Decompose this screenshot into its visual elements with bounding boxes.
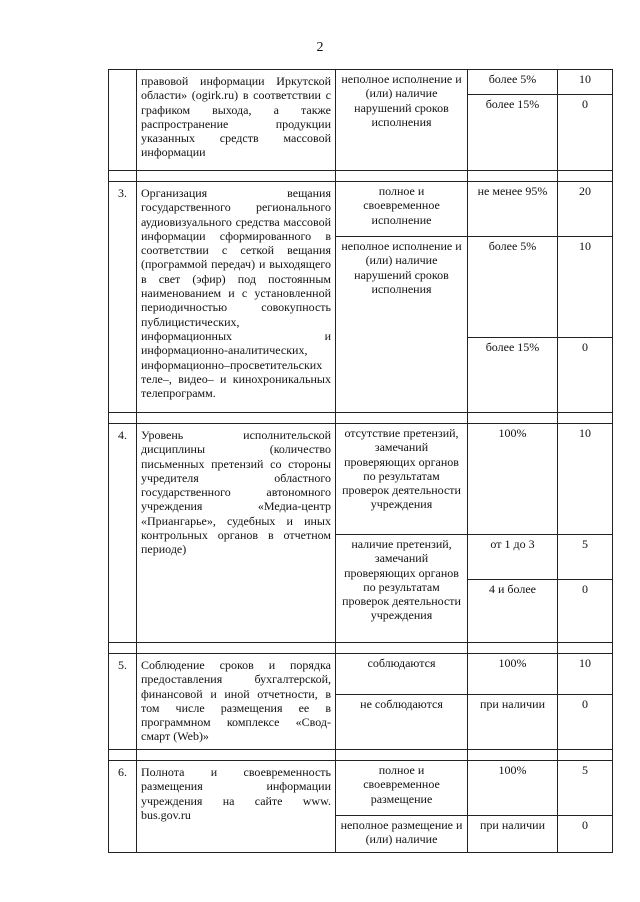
points-cell: 0: [558, 95, 613, 171]
value-cell: более 15%: [468, 95, 558, 171]
value-cell: не менее 95%: [468, 182, 558, 237]
condition-cell: полное и своевременное исполнение: [336, 182, 468, 237]
value-cell: 100%: [468, 654, 558, 695]
points-cell: 10: [558, 654, 613, 695]
criterion-name: Уровень исполнительской дисциплины (количество письменных претензий со стороны учредителя областного государственного автономного учреждения «Медиа-центр «Приангарье», судебных и иных контрольных органов в отчетном периоде): [137, 424, 336, 643]
condition-cell: наличие претензий, замечаний проверяющих органов по результатам проверок деятельности учреждения: [336, 535, 468, 643]
condition-cell: полное и своевременное размещение: [336, 761, 468, 816]
points-cell: 0: [558, 695, 613, 750]
criterion-name: правовой информации Иркутской области» (ogirk.ru) в соответствии с графиком выхода, а также распространение продукции указанных средств массовой информации: [137, 70, 336, 171]
value-cell: при наличии: [468, 695, 558, 750]
table-row: [109, 182, 613, 237]
row-spacer: [109, 750, 613, 761]
points-cell: 0: [558, 580, 613, 643]
condition-cell: неполное исполнение и (или) наличие нарушений сроков исполнения: [336, 237, 468, 413]
page-number: 2: [316, 40, 324, 55]
condition-cell: не соблюдаются: [336, 695, 468, 750]
value-cell: более 15%: [468, 338, 558, 413]
condition-cell: неполное исполнение и (или) наличие нарушений сроков исполнения: [336, 70, 468, 171]
criteria-table: [108, 69, 613, 853]
points-cell: 20: [558, 182, 613, 237]
condition-cell: отсутствие претензий, замечаний проверяющих органов по результатам проверок деятельности учреждения: [336, 424, 468, 535]
row-spacer: [109, 171, 613, 182]
condition-cell: соблюдаются: [336, 654, 468, 695]
table-row: [109, 424, 613, 535]
criterion-name: Полнота и своевременность размещения информации учреждения на сайте www. bus.gov.ru: [137, 761, 336, 853]
points-cell: 0: [558, 338, 613, 413]
table-row: [109, 761, 613, 816]
table-row: [109, 654, 613, 695]
value-cell: более 5%: [468, 237, 558, 338]
points-cell: 10: [558, 424, 613, 535]
value-cell: более 5%: [468, 70, 558, 95]
value-cell: от 1 до 3: [468, 535, 558, 580]
condition-cell: неполное размещение и (или) наличие: [336, 816, 468, 853]
points-cell: 10: [558, 237, 613, 338]
points-cell: 5: [558, 535, 613, 580]
row-spacer: [109, 413, 613, 424]
criterion-name: Организация вещания государственного регионального аудиовизуального средства массовой информации сформированного в соответствии с сеткой вещания (программой передач) и выходящего в свет (эфир) под постоянным наименованием и с установленной периодичностью совокупность публицистических, информационных и информационно-аналитических, информационно–просветительских теле–, видео– и кинохроникальных телепрограмм.: [137, 182, 336, 413]
value-cell: 100%: [468, 424, 558, 535]
row-number: 4.: [109, 424, 137, 643]
value-cell: 4 и более: [468, 580, 558, 643]
value-cell: 100%: [468, 761, 558, 816]
points-cell: 10: [558, 70, 613, 95]
criterion-name: Соблюдение сроков и порядка предоставления бухгалтерской, финансовой и иной отчетности, в том числе размещения ее в программном комплексе «Свод-смарт (Web)»: [137, 654, 336, 750]
points-cell: 5: [558, 761, 613, 816]
value-cell: при наличии: [468, 816, 558, 853]
row-number: 5.: [109, 654, 137, 750]
row-spacer: [109, 643, 613, 654]
table-row: [109, 70, 613, 95]
row-number: 6.: [109, 761, 137, 853]
points-cell: 0: [558, 816, 613, 853]
row-number: [109, 70, 137, 171]
row-number: 3.: [109, 182, 137, 413]
